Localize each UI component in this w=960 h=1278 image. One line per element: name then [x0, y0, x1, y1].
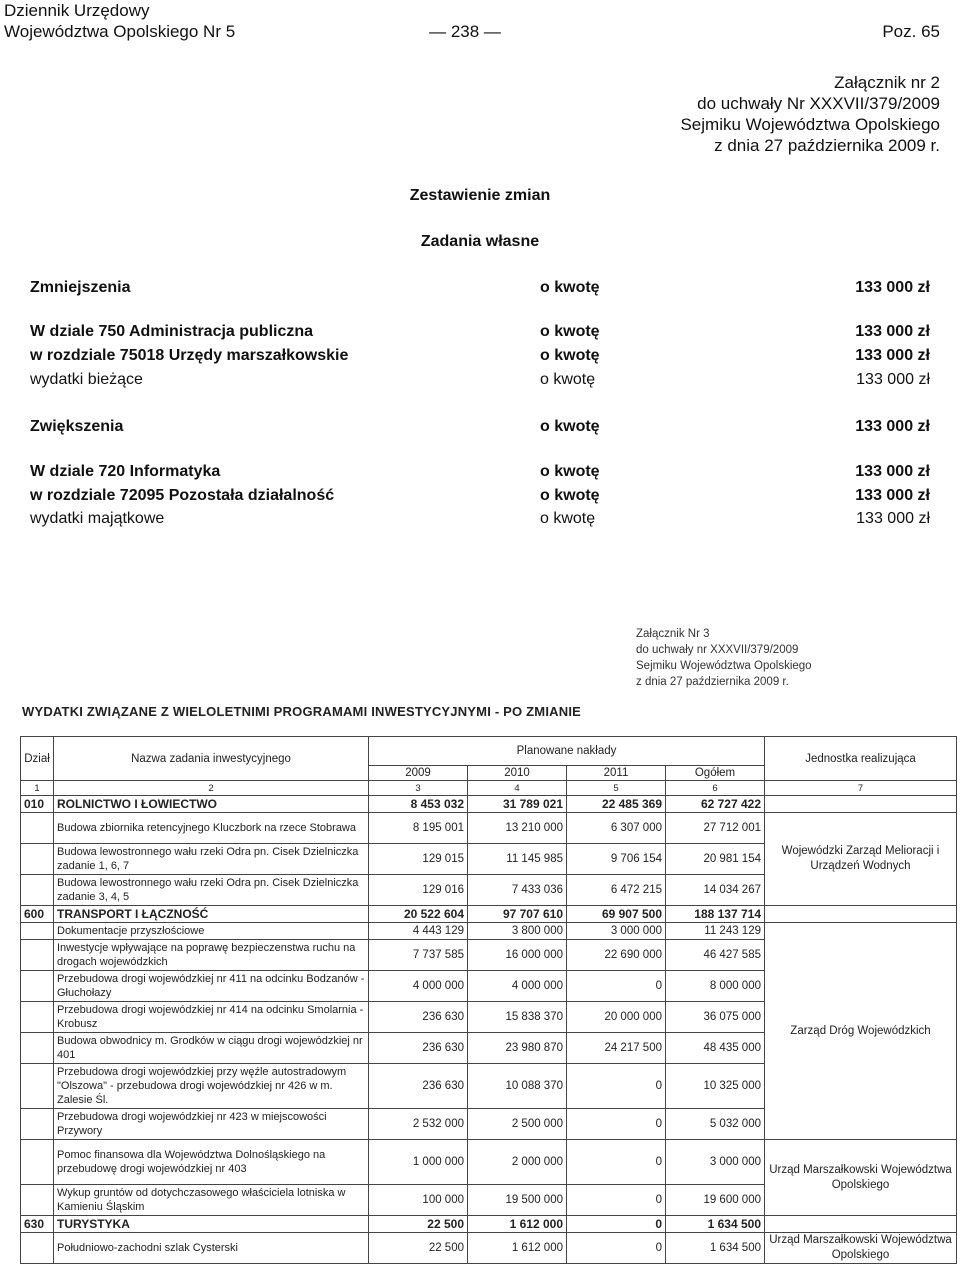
section-code: 010 [21, 796, 54, 813]
attachment-3-heading [636, 626, 812, 690]
attachment-3-line4: z dnia 27 października 2009 r. [636, 676, 789, 688]
value-total: 46 427 585 [666, 940, 765, 971]
header-total: Ogółem [666, 766, 765, 781]
summary-title: Zestawienie zmian [409, 187, 551, 204]
row-kw: o kwotę [540, 347, 600, 364]
header-name: Nazwa zadania inwestycyjnego [54, 737, 369, 781]
task-name: Przebudowa drogi wojewódzkiej nr 411 na odcinku Bodzanów - Głuchołazy [54, 971, 369, 1002]
section-total: 62 727 422 [666, 796, 765, 813]
task-name: Pomoc finansowa dla Województwa Dolnośląskiego na przebudowę drogi wojewódzkiej nr 403 [54, 1140, 369, 1185]
value-2011: 0 [567, 1233, 666, 1264]
journal-title-line2: Województwa Opolskiego Nr 5 [4, 22, 236, 41]
value-2011: 0 [567, 971, 666, 1002]
row-description: wydatki majątkowe [30, 510, 165, 527]
section-total: 188 137 714 [666, 906, 765, 923]
section-total: 1 634 500 [666, 1216, 765, 1233]
col-number: 2 [54, 781, 369, 796]
value-2009: 129 016 [369, 875, 468, 906]
row-kw: o kwotę [540, 510, 596, 527]
row-amount: 133 000 zł [855, 487, 930, 504]
row-description: W dziale 720 Informatyka [30, 463, 221, 480]
value-2011: 9 706 154 [567, 844, 666, 875]
attachment-2-line3: Sejmiku Województwa Opolskiego [680, 115, 940, 134]
section-2009: 22 500 [369, 1216, 468, 1233]
section-2009: 8 453 032 [369, 796, 468, 813]
row-kw: o kwotę [540, 463, 600, 480]
row-description: Zmniejszenia [30, 279, 131, 296]
attachment-3-line1: Załącznik Nr 3 [636, 628, 710, 640]
summary-row [30, 510, 930, 532]
attachment-3-line3: Sejmiku Województwa Opolskiego [636, 660, 812, 672]
value-2011: 0 [567, 1185, 666, 1216]
table-row [21, 813, 957, 844]
value-total: 5 032 000 [666, 1109, 765, 1140]
value-2010: 13 210 000 [468, 813, 567, 844]
section-row [21, 1216, 957, 1233]
section-2010: 97 707 610 [468, 906, 567, 923]
row-amount: 133 000 zł [855, 463, 930, 480]
value-total: 3 000 000 [666, 1140, 765, 1185]
section-code: 600 [21, 906, 54, 923]
value-2010: 4 000 000 [468, 971, 567, 1002]
task-name: Dokumentacje przyszłościowe [54, 923, 369, 940]
implementing-unit: Wojewódzki Zarząd Melioracji i Urządzeń Wodnych [765, 813, 957, 906]
section-2010: 31 789 021 [468, 796, 567, 813]
col-number: 6 [666, 781, 765, 796]
summary-row [30, 347, 930, 369]
attachment-2-line1: Załącznik nr 2 [834, 73, 940, 92]
value-2009: 236 630 [369, 1002, 468, 1033]
summary-row [30, 323, 930, 345]
row-description: wydatki bieżące [30, 371, 143, 388]
section-code: 630 [21, 1216, 54, 1233]
value-2010: 2 500 000 [468, 1109, 567, 1140]
value-2009: 129 015 [369, 844, 468, 875]
row-amount: 133 000 zł [855, 323, 930, 340]
value-total: 20 981 154 [666, 844, 765, 875]
header-2010: 2010 [468, 766, 567, 781]
row-kw: o kwotę [540, 487, 600, 504]
value-total: 14 034 267 [666, 875, 765, 906]
task-name: Budowa obwodnicy m. Grodków w ciągu drogi wojewódzkiej nr 401 [54, 1033, 369, 1064]
attachment-3-line2: do uchwały nr XXXVII/379/2009 [636, 644, 799, 656]
task-name: Południowo-zachodni szlak Cysterski [54, 1233, 369, 1264]
table-row [21, 923, 957, 940]
value-2009: 236 630 [369, 1033, 468, 1064]
section-2010: 1 612 000 [468, 1216, 567, 1233]
section-name: ROLNICTWO I ŁOWIECTWO [54, 796, 369, 813]
summary-row [30, 279, 930, 301]
value-total: 36 075 000 [666, 1002, 765, 1033]
row-kw: o kwotę [540, 323, 600, 340]
value-2010: 3 800 000 [468, 923, 567, 940]
col-number: 4 [468, 781, 567, 796]
value-total: 10 325 000 [666, 1064, 765, 1109]
task-name: Wykup gruntów od dotychczasowego właściciela lotniska w Kamieniu Śląskim [54, 1185, 369, 1216]
section-name: TRANSPORT I ŁĄCZNOŚĆ [54, 906, 369, 923]
header-unit: Jednostka realizująca [765, 737, 957, 781]
task-name: Przebudowa drogi wojewódzkiej przy węźle autostradowym "Olszowa" - przebudowa drogi wojewódzkiej nr 426 w m. Zalesie Śl. [54, 1064, 369, 1109]
task-name: Przebudowa drogi wojewódzkiej nr 423 w miejscowości Przywory [54, 1109, 369, 1140]
section-2011: 22 485 369 [567, 796, 666, 813]
value-total: 11 243 129 [666, 923, 765, 940]
row-kw: o kwotę [540, 371, 596, 388]
value-2009: 4 000 000 [369, 971, 468, 1002]
value-total: 48 435 000 [666, 1033, 765, 1064]
task-name: Przebudowa drogi wojewódzkiej nr 414 na odcinku Smolarnia - Krobusz [54, 1002, 369, 1033]
col-number: 5 [567, 781, 666, 796]
col-number: 7 [765, 781, 957, 796]
table-title: WYDATKI ZWIĄZANE Z WIELOLETNIMI PROGRAMAMI INWESTYCYJNYMI - PO ZMIANIE [22, 704, 582, 719]
section-name: TURYSTYKA [54, 1216, 369, 1233]
value-total: 19 600 000 [666, 1185, 765, 1216]
value-2009: 2 532 000 [369, 1109, 468, 1140]
row-amount: 133 000 zł [856, 371, 930, 388]
value-2010: 15 838 370 [468, 1002, 567, 1033]
value-2011: 0 [567, 1109, 666, 1140]
value-2010: 7 433 036 [468, 875, 567, 906]
value-2011: 22 690 000 [567, 940, 666, 971]
task-name: Budowa lewostronnego wału rzeki Odra pn. Cisek Dzielniczka zadanie 3, 4, 5 [54, 875, 369, 906]
header-2011: 2011 [567, 766, 666, 781]
attachment-2-heading [680, 72, 940, 156]
value-2010: 11 145 985 [468, 844, 567, 875]
attachment-2-line2: do uchwały Nr XXXVII/379/2009 [697, 94, 940, 113]
section-2011: 0 [567, 1216, 666, 1233]
value-2009: 22 500 [369, 1233, 468, 1264]
task-name: Inwestycje wpływające na poprawę bezpieczenstwa ruchu na drogach wojewódzkich [54, 940, 369, 971]
value-2009: 236 630 [369, 1064, 468, 1109]
value-2011: 6 472 215 [567, 875, 666, 906]
column-numbers-row [21, 781, 957, 796]
value-2010: 23 980 870 [468, 1033, 567, 1064]
summary-row [30, 371, 930, 393]
implementing-unit: Zarząd Dróg Wojewódzkich [765, 923, 957, 1140]
row-amount: 133 000 zł [855, 279, 930, 296]
row-amount: 133 000 zł [855, 347, 930, 364]
header-dzial: Dział [21, 737, 54, 781]
value-2011: 3 000 000 [567, 923, 666, 940]
task-name: Budowa zbiornika retencyjnego Kluczbork na rzece Stobrawa [54, 813, 369, 844]
task-name: Budowa lewostronnego wału rzeki Odra pn. Cisek Dzielniczka zadanie 1, 6, 7 [54, 844, 369, 875]
col-number: 1 [21, 781, 54, 796]
summary-row [30, 418, 930, 440]
value-2010: 1 612 000 [468, 1233, 567, 1264]
row-amount: 133 000 zł [855, 418, 930, 435]
section-2009: 20 522 604 [369, 906, 468, 923]
value-2011: 20 000 000 [567, 1002, 666, 1033]
value-2010: 19 500 000 [468, 1185, 567, 1216]
value-2011: 6 307 000 [567, 813, 666, 844]
value-total: 8 000 000 [666, 971, 765, 1002]
value-2011: 0 [567, 1140, 666, 1185]
summary-row [30, 463, 930, 485]
value-total: 27 712 001 [666, 813, 765, 844]
table-header-row [21, 737, 957, 766]
value-2011: 24 217 500 [567, 1033, 666, 1064]
row-description: w rozdziale 72095 Pozostała działalność [30, 487, 335, 504]
value-2010: 16 000 000 [468, 940, 567, 971]
summary-row [30, 487, 930, 509]
header-planned: Planowane nakłady [369, 737, 765, 766]
journal-title-line1: Dziennik Urzędowy [4, 1, 150, 20]
col-number: 3 [369, 781, 468, 796]
value-2009: 8 195 001 [369, 813, 468, 844]
row-kw: o kwotę [540, 279, 600, 296]
value-2010: 10 088 370 [468, 1064, 567, 1109]
value-2010: 2 000 000 [468, 1140, 567, 1185]
value-2011: 0 [567, 1064, 666, 1109]
row-description: W dziale 750 Administracja publiczna [30, 323, 314, 340]
value-2009: 7 737 585 [369, 940, 468, 971]
section-2011: 69 907 500 [567, 906, 666, 923]
implementing-unit: Urząd Marszałkowski Województwa Opolskiego [765, 1233, 957, 1264]
value-2009: 1 000 000 [369, 1140, 468, 1185]
summary-subtitle: Zadania własne [420, 233, 540, 250]
row-description: w rozdziale 75018 Urzędy marszałkowskie [30, 347, 349, 364]
row-amount: 133 000 zł [856, 510, 930, 527]
position-number: Poz. 65 [882, 22, 940, 41]
journal-title [4, 0, 235, 42]
table-row [21, 1233, 957, 1264]
section-row [21, 796, 957, 813]
attachment-2-line4: z dnia 27 października 2009 r. [714, 136, 940, 155]
value-2009: 4 443 129 [369, 923, 468, 940]
row-description: Zwiększenia [30, 418, 124, 435]
table-row [21, 1140, 957, 1185]
implementing-unit: Urząd Marszałkowski Województwa Opolskiego [765, 1140, 957, 1216]
investment-table [20, 736, 957, 1264]
section-row [21, 906, 957, 923]
row-kw: o kwotę [540, 418, 600, 435]
page-number: — 238 — [429, 22, 501, 41]
value-total: 1 634 500 [666, 1233, 765, 1264]
value-2009: 100 000 [369, 1185, 468, 1216]
header-2009: 2009 [369, 766, 468, 781]
